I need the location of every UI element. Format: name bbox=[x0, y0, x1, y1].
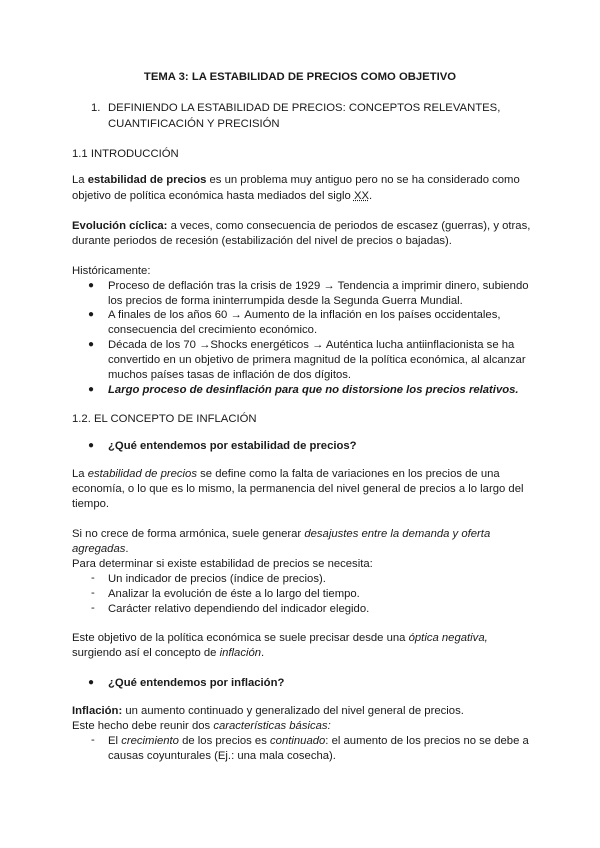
optica-line1: Este objetivo de la política económica se suele precisar desde una óptica negativa, bbox=[72, 632, 488, 644]
estabilidad-line3: tiempo. bbox=[72, 498, 110, 510]
intro-line2: objetivo de política económica hasta mediados del siglo XX. bbox=[72, 190, 373, 202]
evolucion-line2: durante periodos de recesión (estabilización del nivel de precios o bajadas). bbox=[72, 235, 452, 247]
estabilidad-line2: economía, o lo que es lo mismo, la permanencia del nivel general de precios a lo largo del bbox=[72, 483, 524, 495]
history-bullet-2-line2: consecuencia del crecimiento económico. bbox=[108, 324, 318, 336]
subsection-heading-inflacion: 1.2. EL CONCEPTO DE INFLACIÓN bbox=[72, 413, 257, 425]
intro-line1: La estabilidad de precios es un problema muy antiguo pero no se ha considerado como bbox=[72, 174, 520, 186]
history-bullet-3-line3: muchos países tasas de inflación de dos dígitos. bbox=[108, 369, 352, 381]
bullet-icon: ● bbox=[88, 440, 95, 451]
need-item-2: Analizar la evolución de éste a lo largo del tiempo. bbox=[108, 588, 360, 600]
page-title: TEMA 3: LA ESTABILIDAD DE PRECIOS COMO OBJETIVO bbox=[143, 71, 457, 83]
history-bullet-1-line2: los precios de forma ininterrumpida desde la Segunda Guerra Mundial. bbox=[108, 295, 463, 307]
need-item-1: Un indicador de precios (índice de precios). bbox=[108, 573, 326, 585]
question-estabilidad: ¿Qué entendemos por estabilidad de precios? bbox=[108, 440, 357, 452]
history-bullet-1-line1: Proceso de deflación tras la crisis de 1929 → Tendencia a imprimir dinero, subiendo bbox=[108, 280, 529, 292]
armonica-line1: Si no crece de forma armónica, suele generar desajustes entre la demanda y oferta bbox=[72, 528, 491, 540]
history-bullet-4-line1: Largo proceso de desinflación para que no distorsione los precios relativos. bbox=[108, 384, 519, 396]
bullet-icon: ● bbox=[88, 677, 95, 688]
bullet-icon: ● bbox=[88, 309, 95, 320]
need-item-3: Carácter relativo dependiendo del indicador elegido. bbox=[108, 603, 370, 615]
bullet-icon: ● bbox=[88, 280, 95, 291]
caracteristica-line2: causas coyunturales (Ej.: una mala cosecha). bbox=[108, 750, 336, 762]
history-bullet-3-line1: Década de los 70 →Shocks energéticos → Auténtica lucha antiinflacionista se ha bbox=[108, 339, 515, 351]
historicamente-label: Históricamente: bbox=[72, 265, 151, 277]
estabilidad-line1: La estabilidad de precios se define como la falta de variaciones en los precios de una bbox=[72, 468, 500, 480]
caracteristica-line1: El crecimiento de los precios es continuado: el aumento de los precios no se debe a bbox=[108, 735, 529, 747]
bullet-icon: ● bbox=[88, 339, 95, 350]
dash-marker: - bbox=[91, 572, 95, 584]
subsection-heading-intro: 1.1 INTRODUCCIÓN bbox=[72, 148, 179, 160]
armonica-line3: Para determinar si existe estabilidad de precios se necesita: bbox=[72, 558, 373, 570]
section-heading-line2: CUANTIFICACIÓN Y PRECISIÓN bbox=[108, 118, 280, 130]
inflacion-line2: Este hecho debe reunir dos características básicas: bbox=[72, 720, 331, 732]
history-bullet-2-line1: A finales de los años 60 → Aumento de la inflación en los países occidentales, bbox=[108, 309, 501, 321]
armonica-line2: agregadas. bbox=[72, 543, 129, 555]
dash-marker: - bbox=[91, 602, 95, 614]
dash-marker: - bbox=[91, 587, 95, 599]
inflacion-line1: Inflación: un aumento continuado y generalizado del nivel general de precios. bbox=[72, 705, 464, 717]
section-number: 1. bbox=[91, 102, 101, 114]
question-inflacion: ¿Qué entendemos por inflación? bbox=[108, 677, 285, 689]
optica-line2: surgiendo así el concepto de inflación. bbox=[72, 647, 265, 659]
evolucion-line1: Evolución cíclica: a veces, como consecuencia de periodos de escasez (guerras), y otras, bbox=[72, 220, 531, 232]
history-bullet-3-line2: convertido en un objetivo de primera magnitud de la política económica, al alcanzar bbox=[108, 354, 526, 366]
bullet-icon: ● bbox=[88, 384, 95, 395]
dash-marker: - bbox=[91, 734, 95, 746]
section-heading-line1: DEFINIENDO LA ESTABILIDAD DE PRECIOS: CONCEPTOS RELEVANTES, bbox=[108, 102, 501, 114]
